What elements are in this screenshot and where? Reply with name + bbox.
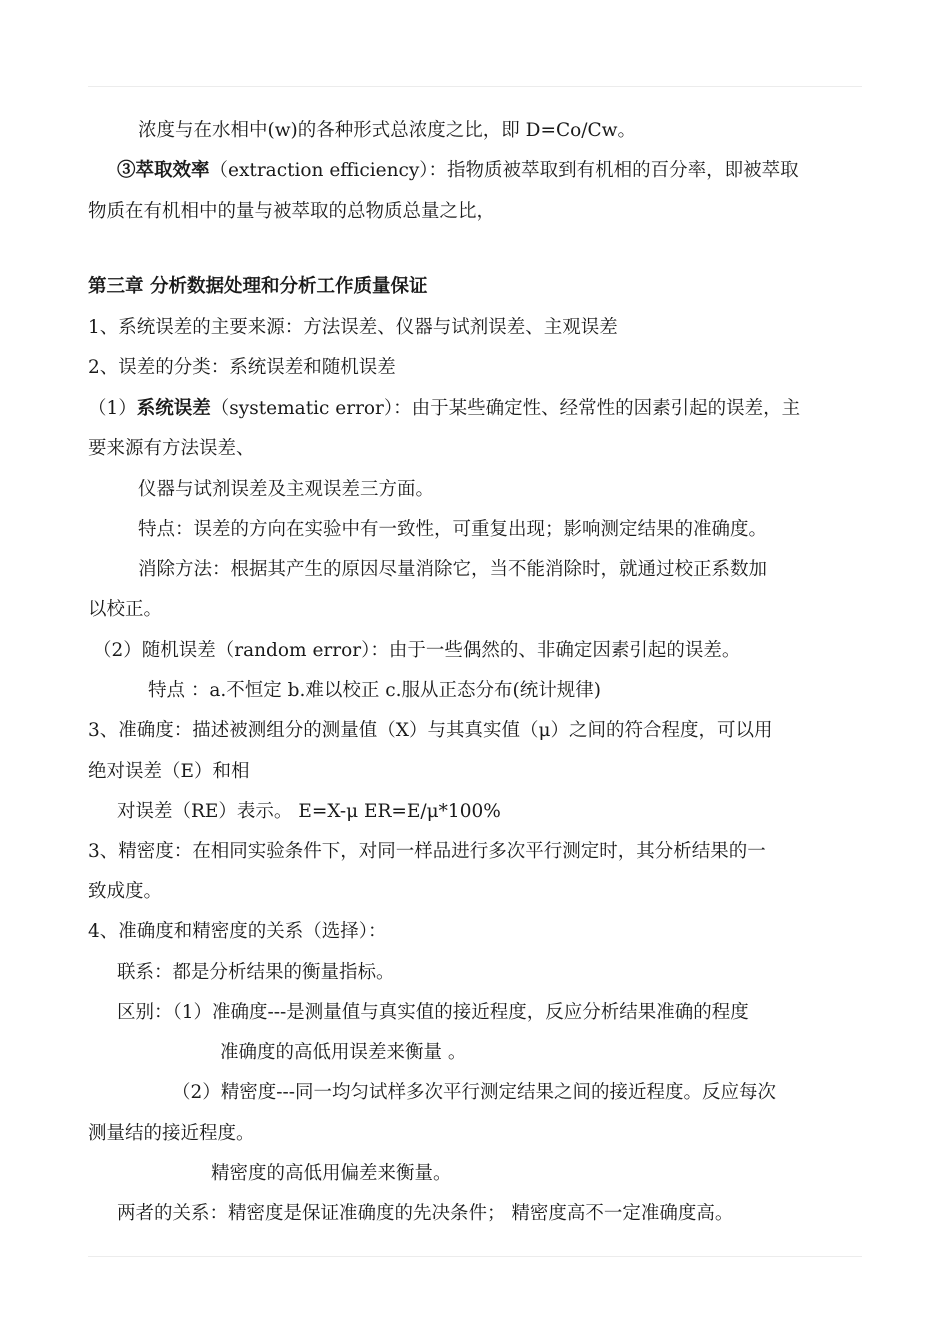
list-marker: （1） [88, 398, 137, 419]
text-line: 浓度与在水相中(w)的各种形式总浓度之比，即 D=Co/Cw。 [138, 120, 637, 141]
text-line: 以校正。 [88, 599, 163, 620]
text-line: （2）精密度---同一均匀试样多次平行测定结果之间的接近程度。反应每次 [172, 1082, 777, 1103]
text-line: 绝对误差（E）和相 [88, 761, 250, 782]
text-line: 准确度的高低用误差来衡量 。 [220, 1042, 467, 1063]
term-extraction-efficiency: ③萃取效率 [117, 160, 210, 181]
text-line: 测量结的接近程度。 [88, 1123, 255, 1144]
text-line: 3、精密度：在相同实验条件下，对同一样品进行多次平行测定时，其分析结果的一 [88, 841, 766, 862]
text-line: 3、准确度：描述被测组分的测量值（X）与其真实值（μ）之间的符合程度，可以用 [88, 720, 773, 741]
text-line: 对误差（RE）表示。 E=X-μ ER=E/μ*100% [117, 801, 501, 822]
page-bottom-rule [88, 1256, 862, 1257]
text-line: 物质在有机相中的量与被萃取的总物质总量之比， [88, 201, 496, 222]
page-top-rule [88, 86, 862, 87]
text-line: 精密度的高低用偏差来衡量。 [211, 1163, 452, 1184]
text-line [117, 159, 799, 183]
text-line: 两者的关系：精密度是保证准确度的先决条件； 精密度高不一定准确度高。 [117, 1203, 734, 1224]
text-line: 消除方法：根据其产生的原因尽量消除它，当不能消除时，就通过校正系数加 [138, 559, 768, 580]
text-line: 2、误差的分类：系统误差和随机误差 [88, 357, 396, 378]
term-systematic-error: 系统误差 [136, 398, 211, 419]
text-line: 区别：（1）准确度---是测量值与真实值的接近程度，反应分析结果准确的程度 [117, 1002, 749, 1023]
text-line: 仪器与试剂误差及主观误差三方面。 [138, 479, 435, 500]
text-line: 致成度。 [88, 881, 163, 902]
text-line: 特点：误差的方向在实验中有一致性，可重复出现；影响测定结果的准确度。 [138, 519, 768, 540]
text-line: 1、系统误差的主要来源：方法误差、仪器与试剂误差、主观误差 [88, 317, 618, 338]
definition-text: （extraction efficiency）：指物质被萃取到有机相的百分率，即被萃取 [209, 160, 799, 181]
text-line [88, 397, 800, 421]
text-line: 4、准确度和精密度的关系（选择）： [88, 921, 387, 942]
text-line: 要来源有方法误差、 [88, 438, 255, 459]
text-line: 联系：都是分析结果的衡量指标。 [117, 962, 395, 983]
text-line: （2）随机误差（random error）：由于一些偶然的、非确定因素引起的误差。 [93, 640, 741, 661]
definition-text: （systematic error）：由于某些确定性、经常性的因素引起的误差，主 [210, 398, 801, 419]
chapter-heading: 第三章 分析数据处理和分析工作质量保证 [88, 276, 428, 297]
text-line: 特点 ：a.不恒定 b.难以校正 c.服从正态分布(统计规律) [148, 680, 601, 701]
